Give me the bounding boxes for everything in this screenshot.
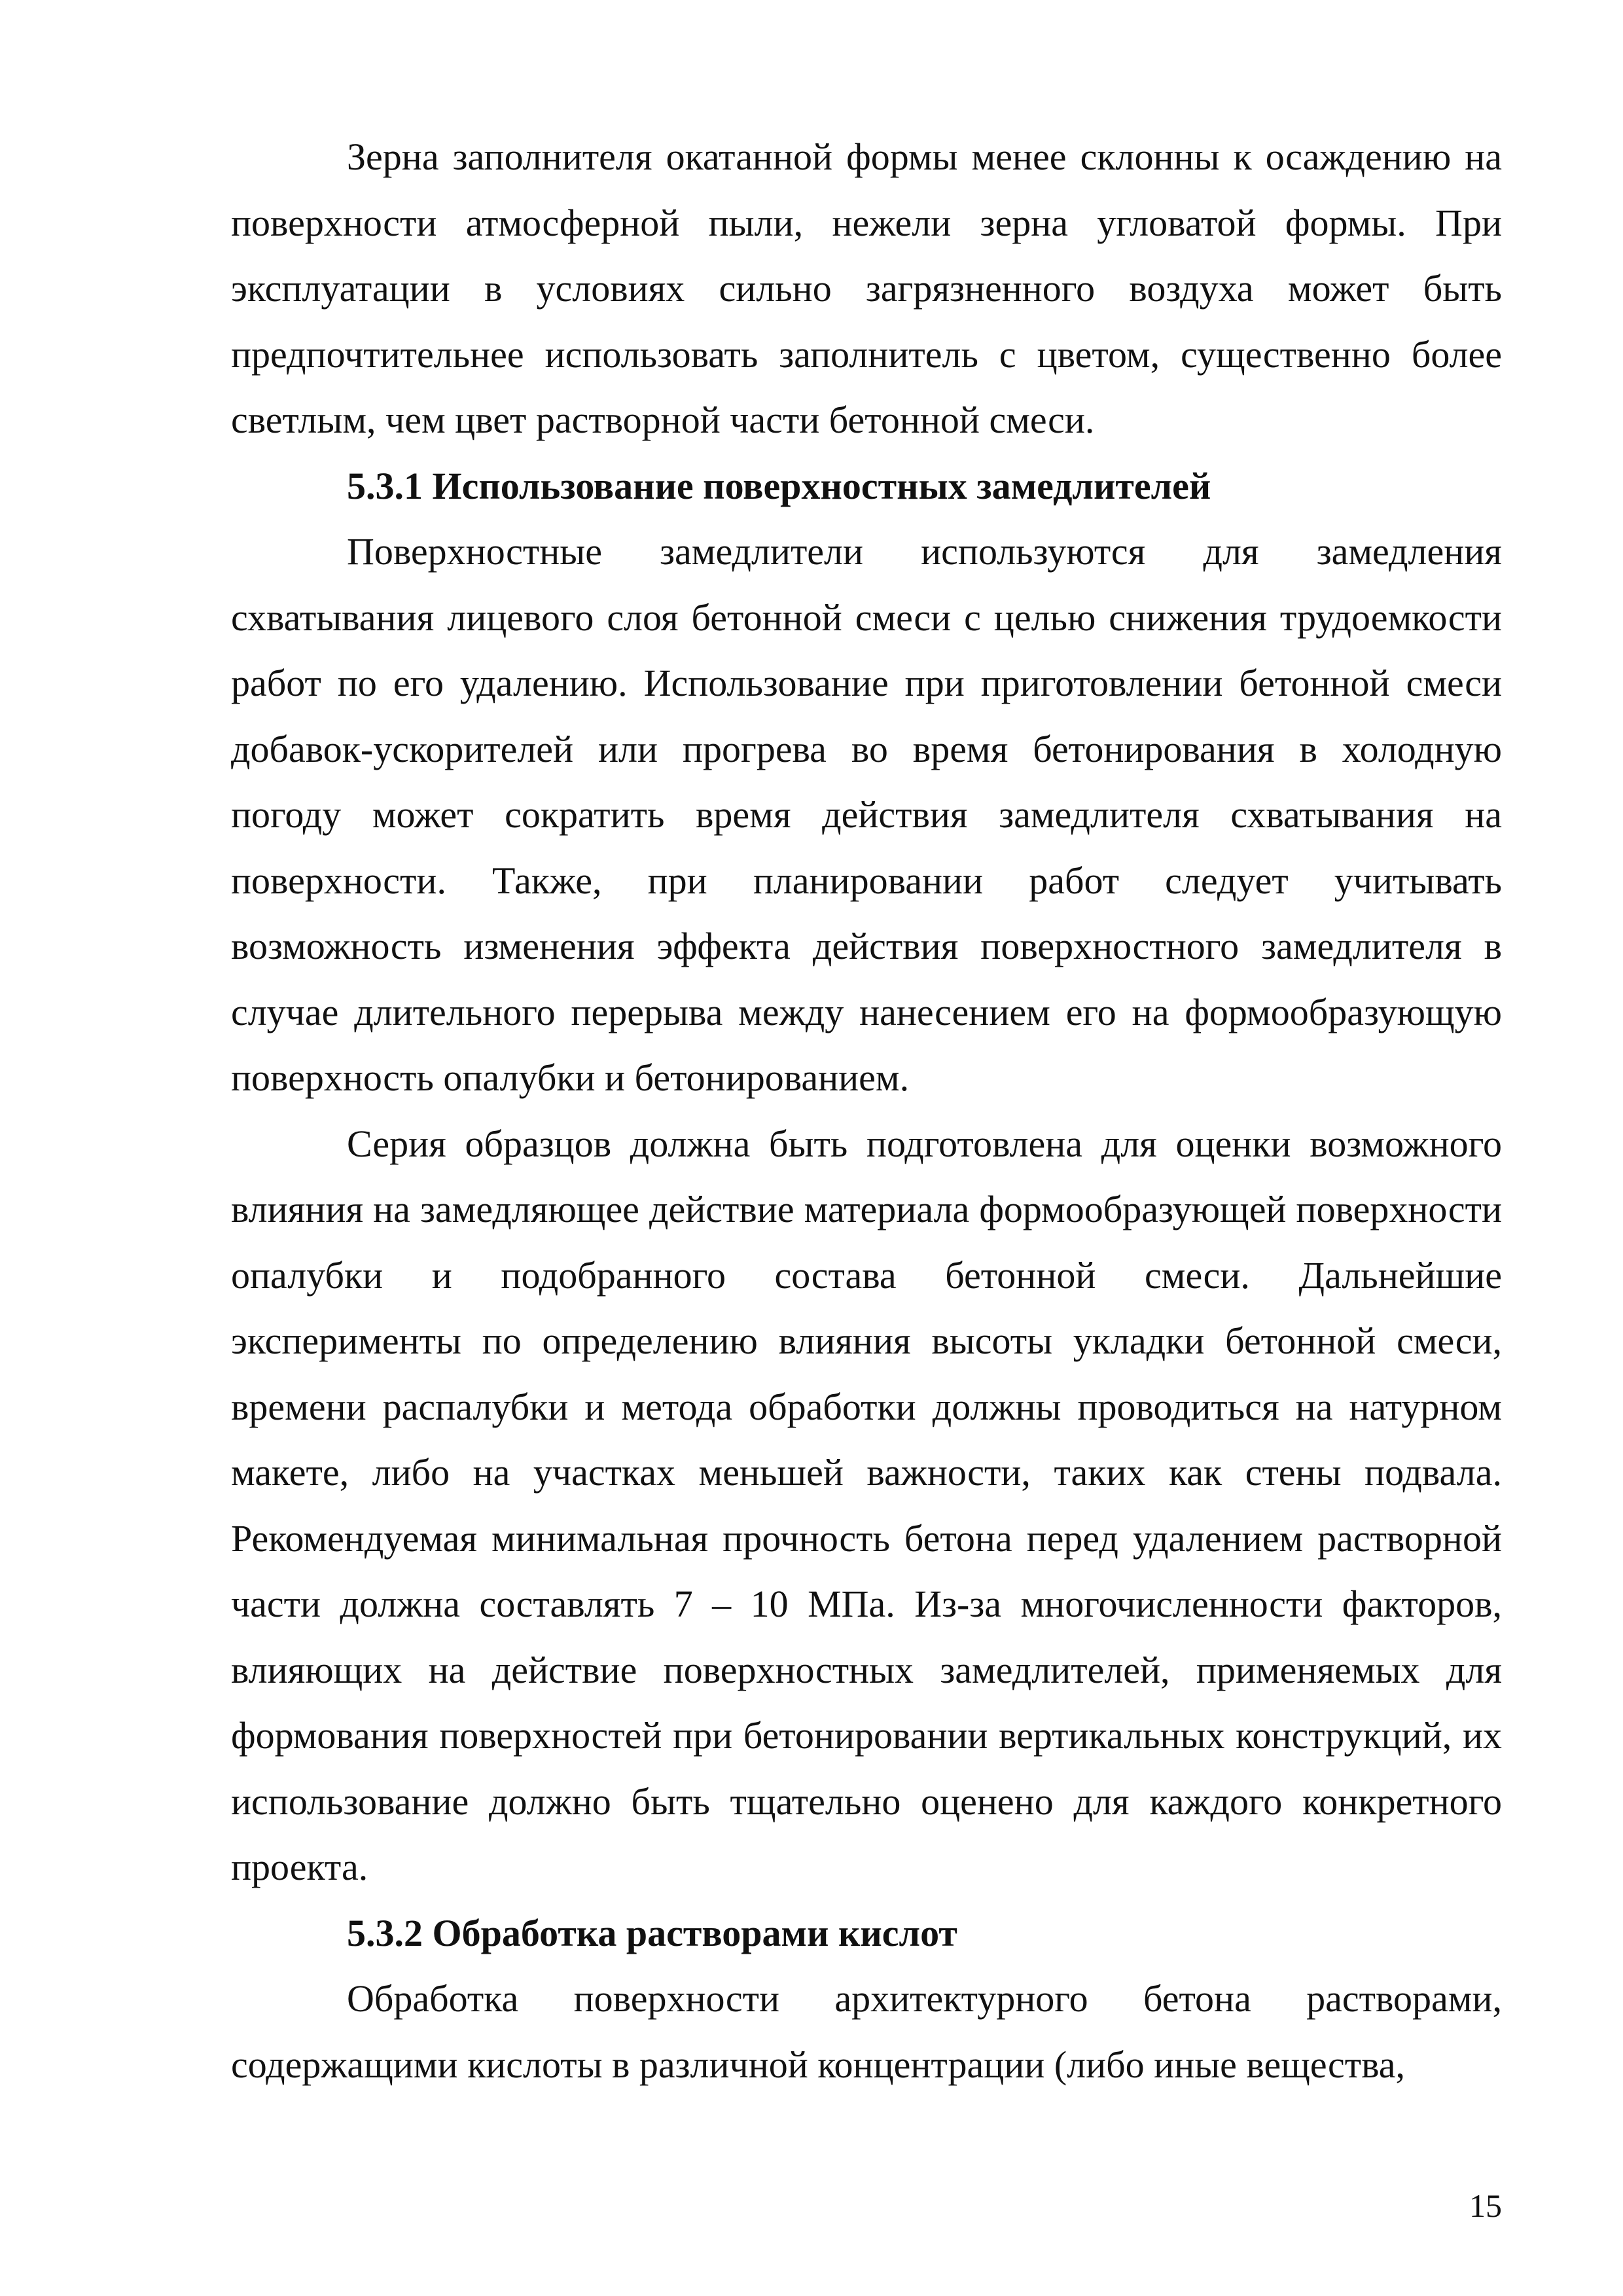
paragraph-acid-treatment: Обработка поверхности архитектурного бетона растворами, содержащими кислоты в различной концентрации (либо иные вещества, [231, 1977, 1502, 2086]
page-number: 15 [1469, 2187, 1502, 2224]
paragraph-sample-series: Серия образцов должна быть подготовлена для оценки возможного влияния на замедляющее действие материала формообразующей поверхности опалубки и подобранного состава бетонной смеси. Дальнейшие эксперименты по определению влияния высоты укладки бетонной смеси, времени распалубки и метода обработки должны проводиться на натурном макете, либо на участках меньшей важности, таких как стены подвала. Рекомендуемая минимальная прочность бетона перед удалением растворной части должна составлять 7 – 10 МПа. Из-за многочисленности факторов, влияющих на действие поверхностных замедлителей, применяемых для формования поверхностей при бетонировании вертикальных конструкций, их использование должно быть тщательно оценено для каждого конкретного проекта. [231, 1122, 1502, 1888]
page-body [231, 124, 1502, 2098]
section-heading-5-3-2: 5.3.2 Обработка растворами кислот [347, 1911, 957, 1954]
section-heading-5-3-1: 5.3.1 Использование поверхностных замедлителей [347, 464, 1211, 507]
paragraph-surface-retarders: Поверхностные замедлители используются для замедления схватывания лицевого слоя бетонной смеси с целью снижения трудоемкости работ по его удалению. Использование при приготовлении бетонной смеси добавок-ускорителей или прогрева во время бетонирования в холодную погоду может сократить время действия замедлителя схватывания на поверхности. Также, при планировании работ следует учитывать возможность изменения эффекта действия поверхностного замедлителя в случае длительного перерыва между нанесением его на формообразующую поверхность опалубки и бетонированием. [231, 530, 1502, 1099]
paragraph-aggregate-shape: Зерна заполнителя окатанной формы менее склонны к осаждению на поверхности атмосферной пыли, нежели зерна угловатой формы. При эксплуатации в условиях сильно загрязненного воздуха может быть предпочтительнее использовать заполнитель с цветом, существенно более светлым, чем цвет растворной части бетонной смеси. [231, 135, 1502, 441]
